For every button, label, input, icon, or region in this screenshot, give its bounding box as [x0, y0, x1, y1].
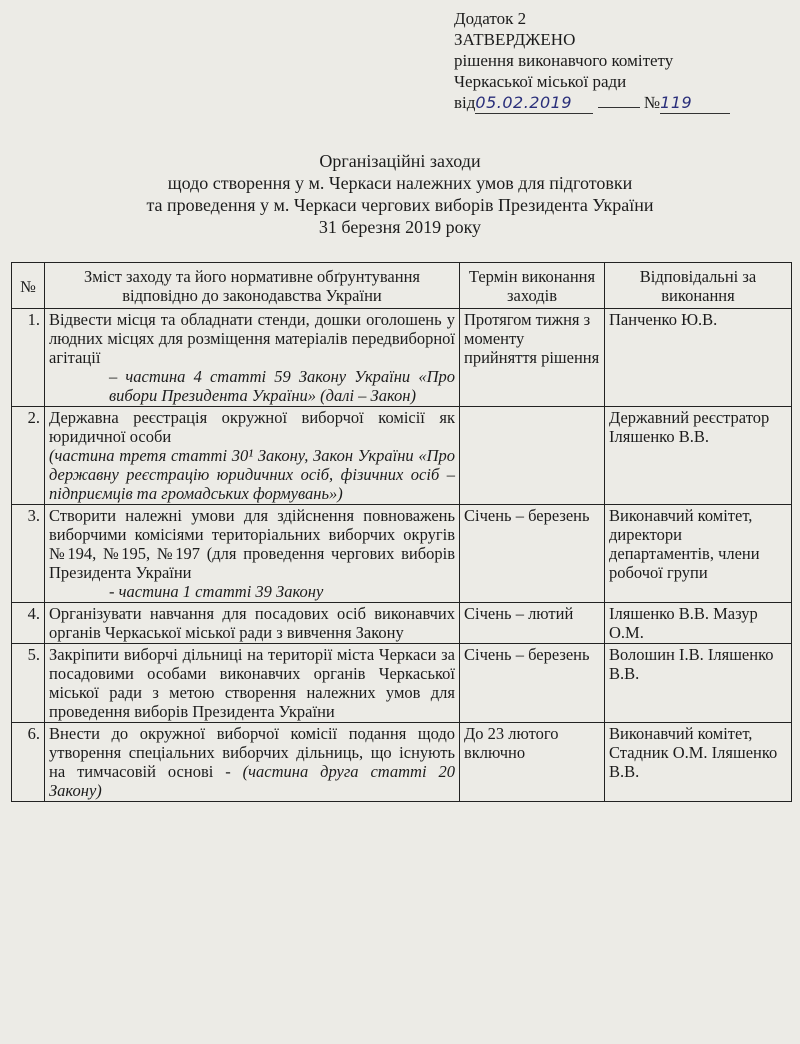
- header-term: Термін виконання заходів: [460, 263, 605, 309]
- row-content: [45, 407, 460, 505]
- table-row: [12, 505, 792, 603]
- row-term: Січень – березень: [460, 644, 605, 723]
- legal-reference: - частина 1 статті 39 Закону: [109, 582, 324, 601]
- table-header-row: [12, 263, 792, 309]
- title-line-4: 31 березня 2019 року: [318, 217, 482, 237]
- table-row: [12, 407, 792, 505]
- row-term: Січень – березень: [460, 505, 605, 603]
- legal-reference: (частина друга статті 20 Закону): [49, 762, 455, 800]
- row-term: Протягом тижня з моменту прийняття рішення: [460, 309, 605, 407]
- row-term: Січень – лютий: [460, 603, 605, 644]
- row-number: 6.: [12, 723, 45, 802]
- header-content: Зміст заходу та його нормативне обґрунтування відповідно до законодавства України: [45, 263, 460, 309]
- measure-text: Відвести місця та обладнати стенди, дошки оголошень у людних місцях для розміщення матеріалів передвиборної агітації: [49, 310, 455, 367]
- row-content: [45, 723, 460, 802]
- number-prefix: №: [643, 93, 661, 112]
- legal-reference: – частина 4 статті 59 Закону України «Про вибори Президента України» (далі – Закон): [109, 367, 455, 405]
- measure-text: Закріпити виборчі дільниці на території міста Черкаси за посадовими особами виконавчих органів Черкаської міської ради з метою створення належних умов для проведення виборів Президента України: [49, 645, 455, 721]
- decision-date-line: [454, 92, 794, 114]
- decision-label: рішення виконавчого комітету: [454, 51, 674, 70]
- date-prefix: від: [454, 93, 476, 112]
- measure-text: Державна реєстрація окружної виборчої комісії як юридичної особи: [49, 408, 455, 446]
- row-responsible: Виконавчий комітет, Стадник О.М. Іляшенко В.В.: [605, 723, 792, 802]
- row-term: До 23 лютого включно: [460, 723, 605, 802]
- measure-text: Внести до окружної виборчої комісії подання щодо утворення спеціальних виборчих дільниць, що існують на тимчасовій основі -: [49, 724, 455, 781]
- row-content: [45, 644, 460, 723]
- row-content: [45, 309, 460, 407]
- row-content: [45, 603, 460, 644]
- approval-stamp: [454, 8, 794, 114]
- header-number: №: [12, 263, 45, 309]
- measure-text: Створити належні умови для здійснення повноважень виборчими комісіями територіальних виборчих округів №194, №195, №197 (для проведення чергових виборів Президента України: [49, 506, 455, 582]
- row-responsible: Державний реєстратор Іляшенко В.В.: [605, 407, 792, 505]
- approved-label: ЗАТВЕРДЖЕНО: [454, 30, 576, 49]
- legal-reference: (частина третя статті 30¹ Закону, Закон України «Про державну реєстрацію юридичних осіб, фізичних осіб –підприємців та громадських формувань»): [49, 446, 455, 503]
- appendix-label: Додаток 2: [454, 9, 527, 28]
- document-title: [0, 150, 800, 238]
- measure-text: Організувати навчання для посадових осіб виконавчих органів Черкаської міської ради з вивчення Закону: [49, 604, 455, 642]
- header-responsible: Відповідальні за виконання: [605, 263, 792, 309]
- title-line-2: щодо створення у м. Черкаси належних умов для підготовки: [167, 173, 633, 193]
- row-number: 5.: [12, 644, 45, 723]
- handwritten-number: 119: [660, 93, 693, 112]
- title-line-3: та проведення у м. Черкаси чергових виборів Президента України: [146, 195, 654, 215]
- row-term: [460, 407, 605, 505]
- row-responsible: Іляшенко В.В. Мазур О.М.: [605, 603, 792, 644]
- row-content: [45, 505, 460, 603]
- council-label: Черкаської міської ради: [454, 72, 627, 91]
- table-row: [12, 644, 792, 723]
- table-row: [12, 603, 792, 644]
- row-number: 1.: [12, 309, 45, 407]
- table-row: [12, 723, 792, 802]
- row-responsible: Виконавчий комітет, директори департаментів, члени робочої групи: [605, 505, 792, 603]
- row-responsible: Волошин І.В. Іляшенко В.В.: [605, 644, 792, 723]
- measures-table: [11, 262, 792, 802]
- row-number: 2.: [12, 407, 45, 505]
- title-line-1: Організаційні заходи: [319, 151, 481, 171]
- handwritten-date: 05.02.2019: [475, 93, 573, 112]
- row-number: 4.: [12, 603, 45, 644]
- row-responsible: Панченко Ю.В.: [605, 309, 792, 407]
- table-row: [12, 309, 792, 407]
- row-number: 3.: [12, 505, 45, 603]
